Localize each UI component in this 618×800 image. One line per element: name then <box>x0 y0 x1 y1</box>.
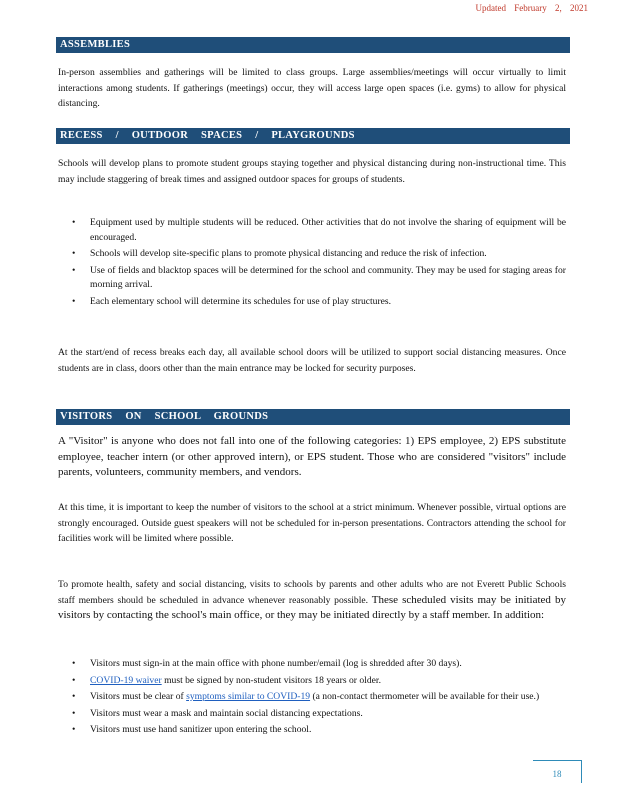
visitor-definition-paragraph <box>58 434 566 481</box>
page-number: 18 <box>533 760 582 783</box>
list-item: • Visitors must be clear of symptoms similar to COVID-19 (a non-contact thermometer will be available for their use.) <box>58 690 566 705</box>
section-header-visitors: VISITORS ON SCHOOL GROUNDS <box>56 409 570 425</box>
visitor-bullet-list <box>58 657 566 740</box>
recess-bullet-list <box>58 216 566 311</box>
visitor-definition-text: fall into one of the following categories: 1) EPS employee, 2) EPS substitute employee, teacher intern (or other approved intern), or EPS student. Those who are considered "visitors" include parents, volunteers, community members, and vendors. <box>58 435 566 478</box>
list-item: • COVID-19 waiver must be signed by non-student visitors 18 years or older. <box>58 674 566 689</box>
list-item: • Visitors must sign-in at the main office with phone number/email (log is shredded after 30 days). <box>58 657 566 672</box>
visitor-scheduling-text-a: To promote health, safety and social distancing, visits to schools by parents and other adults who are not Everett Public Schools staff members should be scheduled in advance whenever reasonably possible. <box>58 579 566 606</box>
recess-doors-paragraph: At the start/end of recess breaks each day, all available school doors will be utilized to support social distancing measures. Once students are in class, doors other than the main entrance may be locked for security purposes. <box>58 347 566 374</box>
bullet-icon: • <box>72 248 76 259</box>
bullet-icon: • <box>72 264 76 276</box>
bullet-icon: • <box>72 691 76 702</box>
bullet-icon: • <box>72 707 76 719</box>
visitor-limit-paragraph: At this time, it is important to keep the number of visitors to the school at a strict minimum. Whenever possible, virtual options are strongly encouraged. Outside guest speakers will not be scheduled for in-person presentations. Contractors attending the school for facilities work will be limited where possible. <box>58 502 566 544</box>
covid-waiver-link[interactable]: COVID-19 waiver <box>90 674 162 686</box>
bullet-icon: • <box>72 658 76 669</box>
visitor-definition-prefix: A "Visitor" is anyone who does not <box>58 435 217 447</box>
list-item: • Each elementary school will determine its schedules for use of play structures. <box>58 295 566 310</box>
bullet-icon: • <box>72 217 76 228</box>
covid-symptoms-link[interactable]: symptoms similar to COVID-19 <box>186 691 311 702</box>
list-item: • Use of fields and blacktop spaces will be determined for the school and community. They may be used for staging areas for morning arrival. <box>72 264 566 290</box>
recess-paragraph: Schools will develop plans to promote student groups staying together and physical distancing during non-instructional time. This may include staggering of break times and assigned outdoor spaces for groups of students. <box>58 158 566 185</box>
section-header-recess: RECESS / OUTDOOR SPACES / PLAYGROUNDS <box>56 128 570 144</box>
bullet-icon: • <box>72 724 76 735</box>
visitor-scheduling-text-b: These scheduled visits may be initiated by visitors by contacting the school's main office, or they may be initiated directly by a staff member. In addition: <box>58 593 566 621</box>
updated-date: Updated February 2, 2021 <box>475 3 588 13</box>
list-item: • Schools will develop site-specific plans to promote physical distancing and reduce the risk of infection. <box>58 247 566 262</box>
list-item: • Visitors must use hand sanitizer upon entering the school. <box>58 723 566 738</box>
bullet-icon: • <box>72 674 76 686</box>
list-item: • Equipment used by multiple students will be reduced. Other activities that do not involve the sharing of equipment will be encouraged. <box>72 217 566 243</box>
bullet-icon: • <box>72 295 76 307</box>
section-header-assemblies: ASSEMBLIES <box>56 37 570 53</box>
assemblies-paragraph: In-person assemblies and gatherings will be limited to class groups. Large assemblies/meetings will occur virtually to limit interactions among students. If gatherings (meetings) occur, they will access large open spaces (i.e. gyms) to allow for physical distancing. <box>58 67 566 109</box>
visitor-scheduling-paragraph <box>58 577 566 624</box>
list-item: • Visitors must wear a mask and maintain social distancing expectations. <box>58 707 566 722</box>
